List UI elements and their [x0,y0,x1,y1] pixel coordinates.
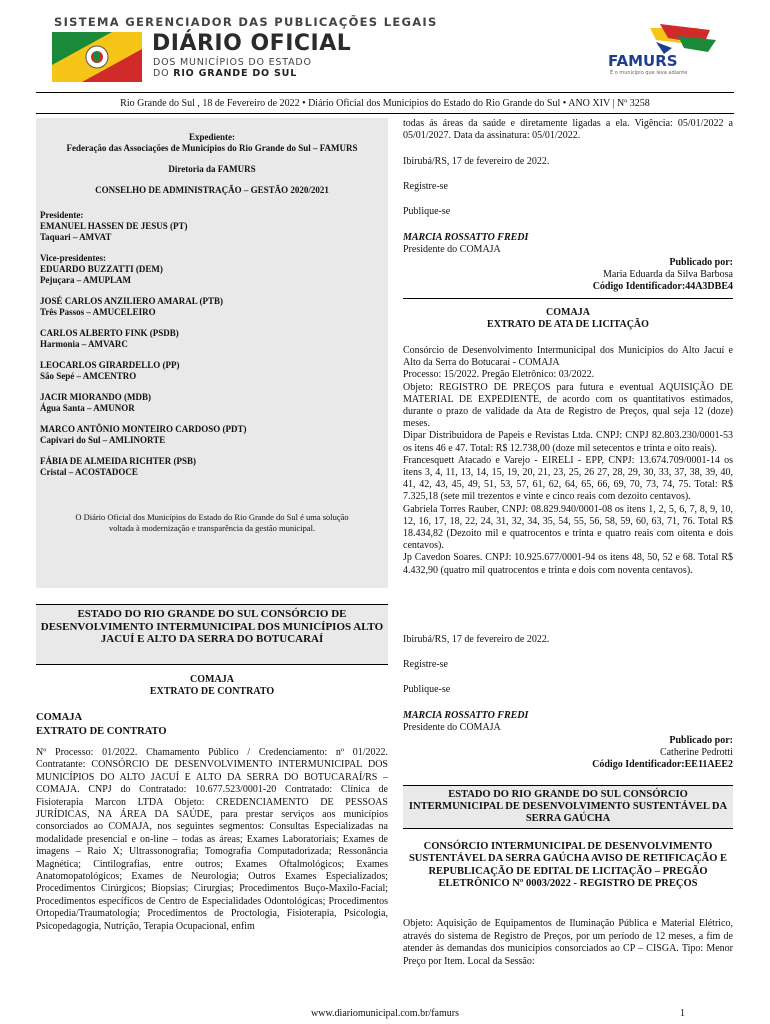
signer-role: Presidente do COMAJA [403,722,501,733]
contrato-title: EXTRATO DE CONTRATO [36,725,167,737]
publication-subtitle-2 [153,68,297,79]
ata-body: Consórcio de Desenvolvimento Intermunicipal dos Municípios do Alto Jacuí e Alto da Serra do Botucaraí - COMAJA Processo: 15/2022. Pregão Eletrônico: 03/2022. Objeto: REGISTRO DE PREÇOS para futura e eventual AQUISIÇÃO DE MATERIAL DE EXPEDIENTE, de acordo com os quantitativos estimados, durante o prazo de validade da Ata de Registro de Preços, qual seja 12 (doze) meses. Dipar Distribuidora de Papeis e Revistas Ltda. CNPJ: CNPJ 82.803.230/0001-53 os itens 46 e 47. Total: R$ 12.738,00 (doze mil setecentos e trinta e oito reais). Francesquett Atacado e Varejo - EIRELI - EPP, CNPJ: 13.674.709/0001-14 os itens 3, 4, 11, 13, 14, 15, 19, 20, 21, 23, 25, 26 27, 28, 29, 30, 33, 37, 38, 39, 40, 41, 42, 43, 45, 49, 51, 53, 57, 61, 62, 64, 65, 66, 69, 70, 73, 74, 75. Total: R$ 7.325,18 (sete mil trezentos e vinte e cinco reais com dezoito centavos). Gabriela Torres Rauber, CNPJ: 08.829.940/0001-08 os itens 1, 2, 5, 6, 7, 8, 9, 10, 12, 16, 17, 18, 22, 24, 31, 32, 34, 35, 54, 55, 56, 58, 59, 60, 63, 71, 76. Total R$ 18.434,82 (Dezoito mil e quatrocentos e trinta e quatro reais com oitenta e dois centavos). Jp Cavedon Soares. CNPJ: 10.925.677/0001-94 os itens 48, 50, 52 e 68. Total R$ 4.432,90 (quatro mil quatrocentos e trinta e dois com noventa centavos). [403,345,733,576]
contrato-heading [36,711,388,738]
section-heading-cisga: ESTADO DO RIO GRANDE DO SUL CONSÓRCIO INTERMUNICIPAL DE DESENVOLVIMENTO SUSTENTÁVEL DA SERRA GAÚCHA [403,785,733,829]
subheading-org: COMAJA [190,674,234,685]
signer-name: MARCIA ROSSATTO FREDI [403,232,529,243]
subtitle-state: RIO GRANDE DO SUL [173,68,298,79]
registre-line: Registre-se [403,181,448,192]
footer-url: www.diariomunicipal.com.br/famurs [311,1008,459,1019]
aviso-heading: CONSÓRCIO INTERMUNICIPAL DE DESENVOLVIMENTO SUSTENTÁVEL DA SERRA GAÚCHA AVISO DE RETIFICAÇÃO E REPUBLICAÇÃO DE EDITAL DE LICITAÇÃO – PREGÃO ELETRÔNICO Nº 0003/2022 - REGISTRO DE PREÇOS [408,841,728,889]
expediente-heading [40,132,384,154]
member-place: Capivari do Sul – AMLINORTE [40,435,166,445]
member-entry [40,360,384,382]
member-name: JACIR MIORANDO (MDB) [40,392,151,402]
publisher-name: Maria Eduarda da Silva Barbosa [603,269,733,281]
identifier-code: Código Identificador:EE11AEE2 [592,759,733,771]
vice-label: Vice-presidentes: [40,253,106,263]
registre-line: Registre-se [403,659,448,670]
member-entry [40,456,384,478]
issue-info-line: Rio Grande do Sul , 18 de Fevereiro de 2022 • Diário Oficial dos Municípios do Estado do Rio Grande do Sul • ANO XIV | Nº 3258 [120,98,650,109]
rs-flag-icon [52,32,142,82]
member-place: Pejuçara – AMUPLAM [40,275,131,285]
entry-divider [403,298,733,299]
member-name: LEOCARLOS GIRARDELLO (PP) [40,360,180,370]
publique-line: Publique-se [403,206,451,217]
member-name: EDUARDO BUZZATTI (DEM) [40,264,163,274]
expediente-box [36,118,388,588]
member-place: Três Passos – AMUCELEIRO [40,307,156,317]
publication-subtitle-1: DOS MUNICÍPIOS DO ESTADO [153,57,312,68]
publication-credits [403,735,733,772]
signer-role: Presidente do COMAJA [403,244,501,255]
presidente-name: EMANUEL HASSEN DE JESUS (PT) [40,221,188,231]
contrato-body: Nº Processo: 01/2022. Chamamento Público / Credenciamento: nº 01/2022. Contratante: CONSÓRCIO DE DESENVOLVIMENTO INTERMUNICIPAL DOS MUNICÍPIOS DO ALTO JACUÍ E ALTO DA SERRA DO BOTUCARAÍ/RS – COMAJA. CNPJ do Contratado: 10.677.523/0001-20 Contratado: Clínica de Fisioterapia Marcon LTDA Objeto: CREDENCIAMENTO DE PESSOAS JURÍDICAS, NA ÁREA DA SAÚDE, para prestar serviços aos municípios consorciados ao COMAJA, nos seguintes segmentos: Consultas Especializadas na modalidade presencial e on-line – todas as áreas; Exames Laboratoriais; Exames de imagens – Raio X; Ultrassonografia; Tomografia Computadorizada; Ressonância Magnética; Cintilografias, entre outros; Exames Oftalmológicos; Exames Anatomopatológicos; Exames de Neurologia; Outros Exames Especializados; Procedimentos Cirúrgicos; Biopsias; Cirurgias; Procedimentos Buço-Maxilo-Facial; Procedimentos específicos de Centro de Especialidades Odontológicas; Procedimentos Ortopedia/Traumatologia; Procedimentos de Proctologia, Fisioterapia, Psicologia, Psicopedagogia, Nutrição, Terapia Ocupacional, enfim [36,747,388,932]
contrato-org: COMAJA [36,712,83,723]
publique-line: Publique-se [403,684,451,695]
member-place: Cristal – ACOSTADOCE [40,467,138,477]
member-name: CARLOS ALBERTO FINK (PSDB) [40,328,179,338]
signer-name: MARCIA ROSSATTO FREDI [403,710,529,721]
page-number: 1 [680,1008,685,1019]
aviso-body: Objeto: Aquisição de Equipamentos de Iluminação Pública e Material Elétrico, através do sistema de Registro de Preços, por um período de 12 meses, a fim de atender às demandas dos municípios consorciados ao CP – CISGA. Tipo: Menor Preço por Item. Local da Sessão: [403,918,733,967]
conselho-heading: CONSELHO DE ADMINISTRAÇÃO – GESTÃO 2020/2021 [95,185,329,195]
identifier-code: Código Identificador:44A3DBE4 [592,281,733,293]
diretoria-heading: Diretoria da FAMURS [168,164,256,174]
section-heading-comaja: ESTADO DO RIO GRANDE DO SUL CONSÓRCIO DE DESENVOLVIMENTO INTERMUNICIPAL DOS MUNICÍPIOS ALTO JACUÍ E ALTO DA SERRA DO BOTUCARAÍ [36,604,388,665]
page-header [0,0,770,95]
member-place: Harmonia – AMVARC [40,339,128,349]
member-entry [40,392,384,414]
contrato-continuation: todas ás áreas da saúde e diretamente ligadas a ela. Vigência: 05/01/2022 a 05/01/2027. Data da assinatura: 05/01/2022. [403,118,733,142]
publisher-name: Catherine Pedrotti [659,747,733,759]
member-entry [40,424,384,446]
member-entry [40,328,384,350]
member-place: Água Santa – AMUNOR [40,403,135,413]
comaja-subheading [36,674,388,698]
publication-credits [403,257,733,294]
ata-org: COMAJA [546,307,590,318]
header-divider [36,92,734,93]
member-name: MARCO ANTÔNIO MONTEIRO CARDOSO (PDT) [40,424,247,434]
subheading-doc: EXTRATO DE CONTRATO [149,686,275,698]
date-line: Ibirubá/RS, 17 de fevereiro de 2022. [403,634,550,645]
member-name: JOSÉ CARLOS ANZILIERO AMARAL (PTB) [40,296,224,306]
info-divider [36,113,734,114]
member-entry [40,296,384,318]
member-name: FÁBIA DE ALMEIDA RICHTER (PSB) [40,456,197,466]
published-by-label: Publicado por: [669,257,733,268]
presidente-place: Taquari – AMVAT [40,232,112,242]
banner-title: SISTEMA GERENCIADOR DAS PUBLICAÇÕES LEGAIS [54,15,438,29]
ata-title: EXTRATO DE ATA DE LICITAÇÃO [487,319,649,331]
presidente-block [40,210,384,243]
publication-title: DIÁRIO OFICIAL [152,31,352,56]
member-place: São Sepé – AMCENTRO [40,371,137,381]
published-by-label: Publicado por: [669,735,733,746]
subtitle-prefix: DO [153,68,170,79]
date-line: Ibirubá/RS, 17 de fevereiro de 2022. [403,156,550,167]
expediente-label: Expediente: [189,132,235,142]
presidente-label: Presidente: [40,210,84,220]
member-entry [40,264,384,286]
ata-heading [403,307,733,331]
diario-note: O Diário Oficial dos Municípios do Estado do Rio Grande do Sul é uma solução voltada à modernização e transparência da gestão municipal. [75,512,349,533]
federacao-text: Federação das Associações de Municípios do Rio Grande do Sul – FAMURS [66,143,358,153]
famurs-logo-text: FAMURS [608,52,678,70]
famurs-tagline: É o município que leva adiante [610,70,688,76]
